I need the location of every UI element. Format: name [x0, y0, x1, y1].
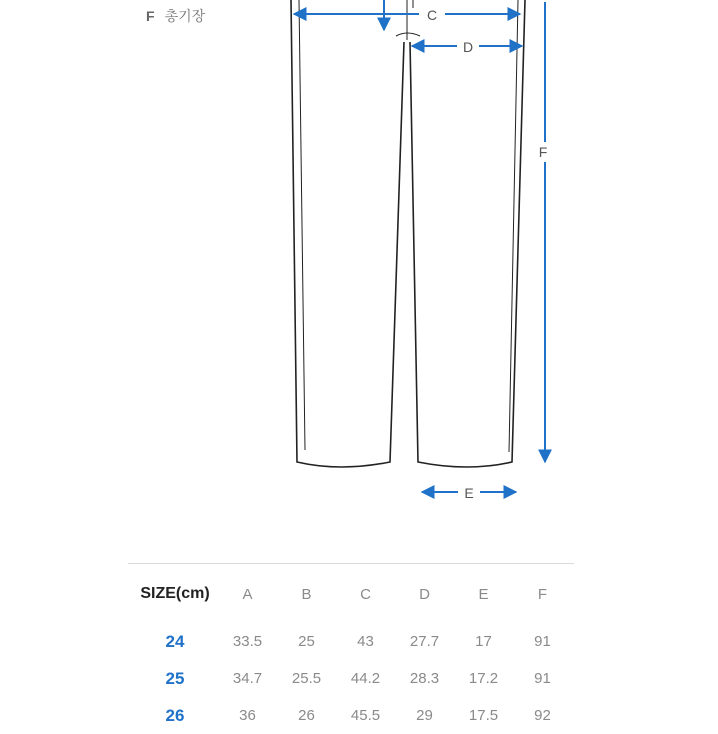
table-cell: 44.2	[350, 670, 381, 687]
table-divider	[128, 563, 574, 564]
size-table	[132, 578, 572, 734]
table-cell: 26	[298, 707, 315, 724]
table-cell: 17.5	[468, 707, 499, 724]
table-cell: 34.7	[232, 670, 263, 687]
table-cell: 17	[475, 633, 492, 650]
header-b: B	[301, 585, 312, 603]
table-row	[132, 660, 572, 697]
table-cell: 27.7	[409, 633, 440, 650]
table-cell: 29	[416, 707, 433, 724]
legend-letter: F	[146, 8, 155, 24]
size-cell: 26	[165, 705, 185, 725]
table-cell: 33.5	[232, 633, 263, 650]
size-cell: 24	[165, 631, 185, 651]
table-cell: 92	[534, 707, 551, 724]
table-row	[132, 610, 572, 660]
table-cell: 43	[357, 633, 374, 650]
pants-outline	[291, 0, 525, 467]
dimension-e-label: E	[464, 485, 474, 501]
table-cell: 17.2	[468, 670, 499, 687]
table-cell: 28.3	[409, 670, 440, 687]
table-header-row	[132, 578, 572, 610]
dimension-c-label: C	[426, 7, 438, 23]
header-size: SIZE(cm)	[140, 585, 210, 602]
header-a: A	[242, 585, 253, 603]
header-d: D	[419, 585, 430, 603]
size-cell: 25	[165, 668, 185, 688]
header-c: C	[360, 585, 371, 603]
table-cell: 45.5	[350, 707, 381, 724]
table-cell: 91	[534, 670, 551, 687]
legend-text: 총기장	[164, 8, 206, 24]
header-f: F	[537, 585, 548, 603]
dimension-f-label: F	[538, 144, 548, 160]
table-cell: 91	[534, 633, 551, 650]
dimension-lines	[294, 0, 545, 492]
table-cell: 25	[298, 633, 315, 650]
table-row	[132, 697, 572, 734]
table-cell: 36	[239, 707, 256, 724]
table-cell: 25.5	[291, 670, 322, 687]
header-e: E	[478, 585, 489, 603]
dimension-d-label: D	[462, 39, 474, 55]
